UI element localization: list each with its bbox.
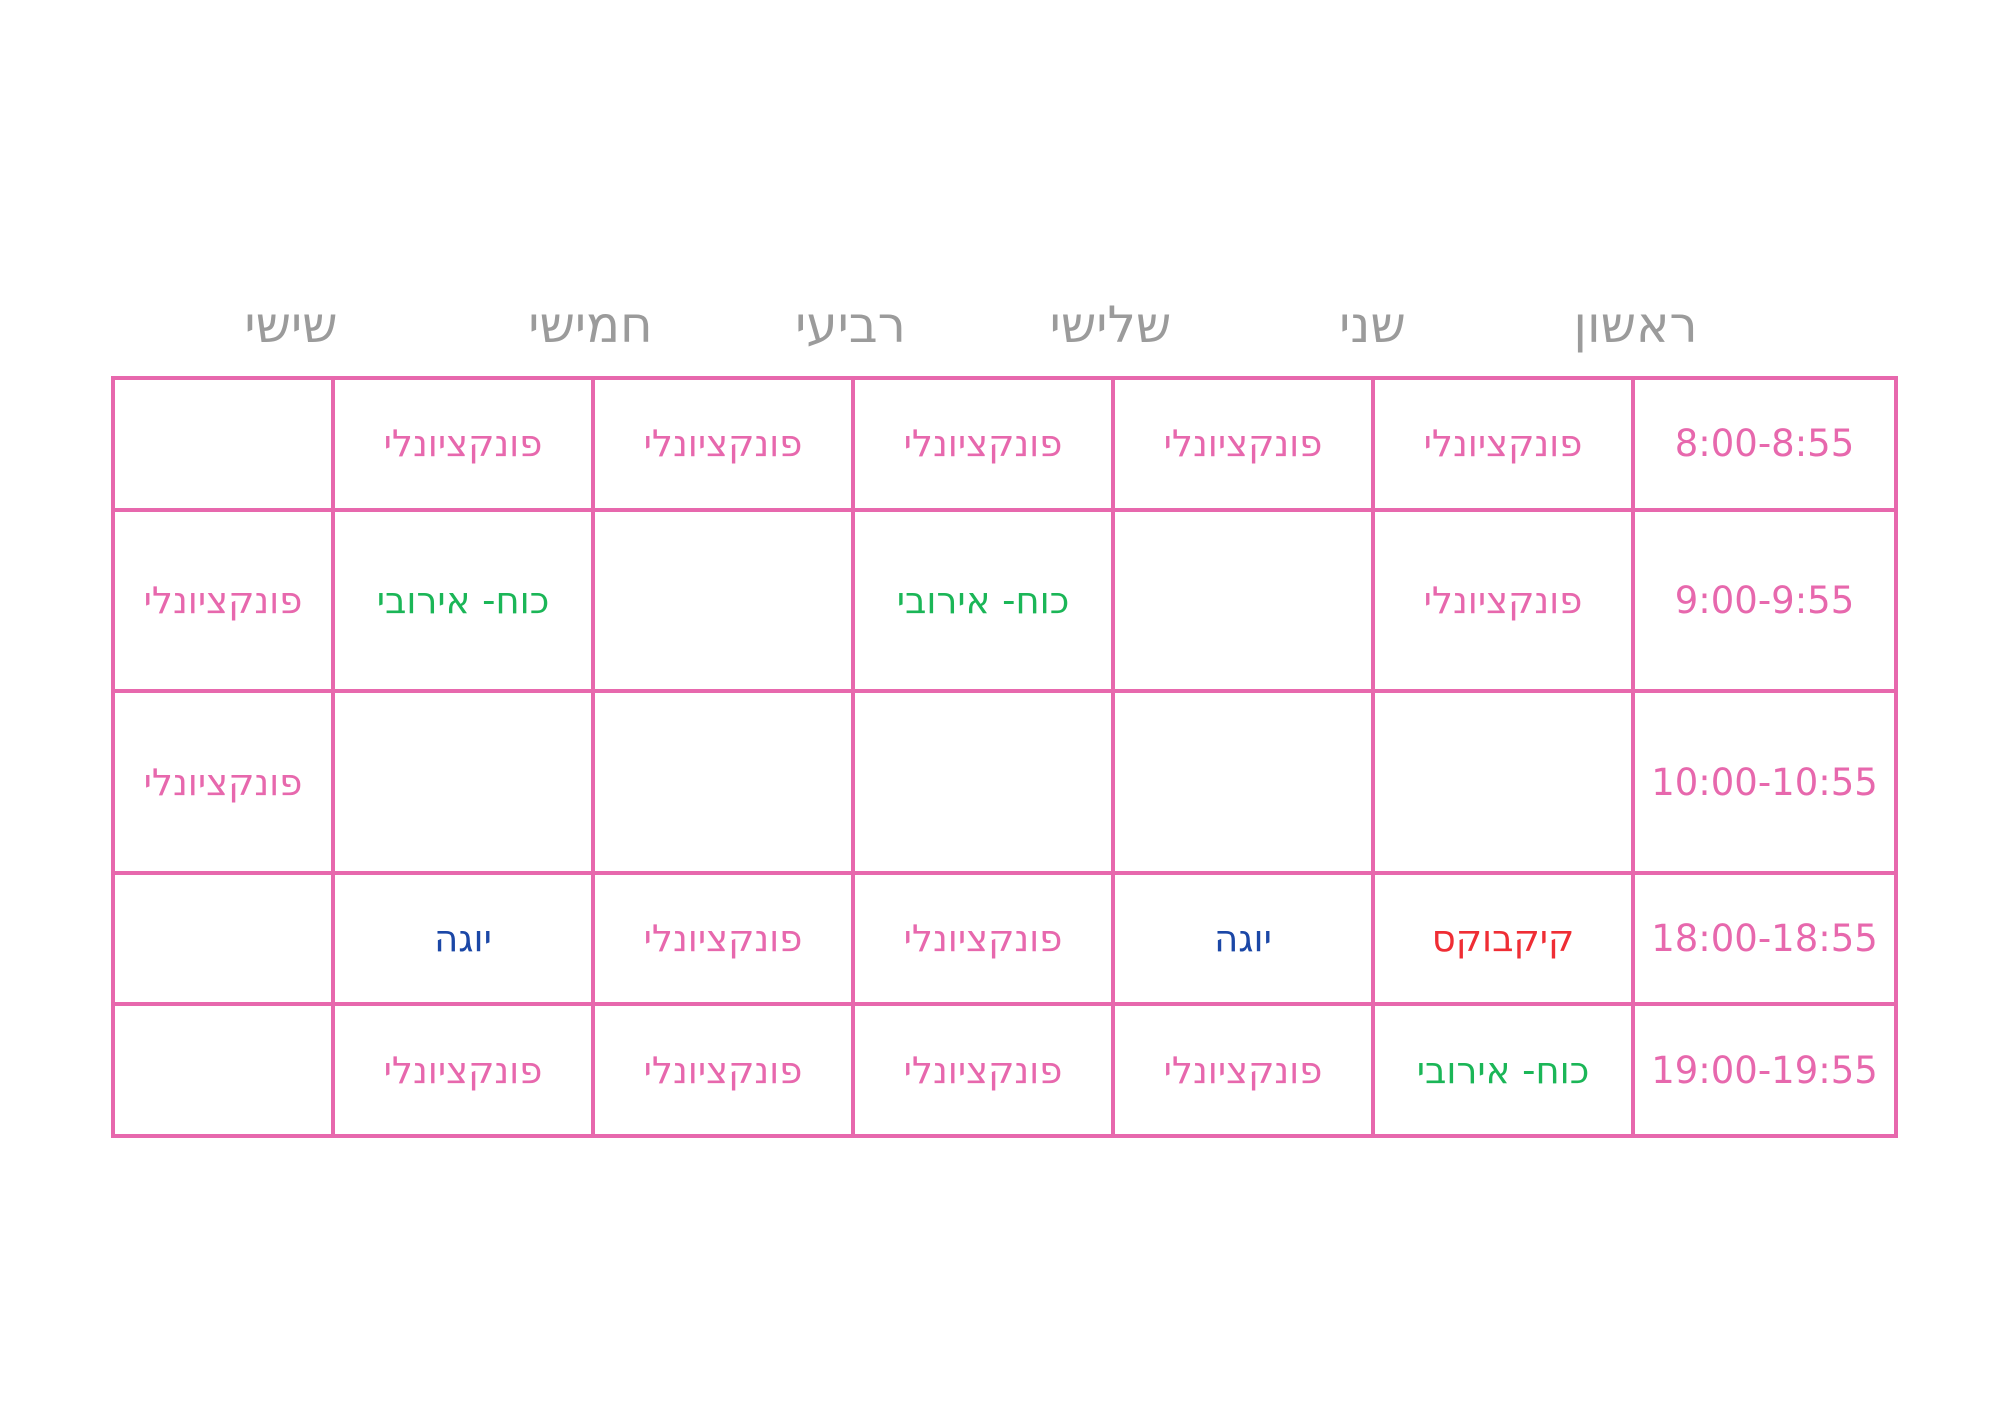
schedule-table xyxy=(111,376,1898,1138)
schedule-row xyxy=(113,510,1896,692)
class-cell-tuesday: פונקציונלי xyxy=(853,1004,1113,1136)
class-cell-monday xyxy=(1113,510,1373,692)
day-header-sunday: ראשון xyxy=(1573,296,1698,354)
class-cell-friday: פונקציונלי xyxy=(113,510,333,692)
day-headers xyxy=(111,285,1894,365)
class-cell-wednesday: פונקציונלי xyxy=(593,378,853,510)
class-cell-sunday xyxy=(1373,691,1633,873)
day-header-monday: שני xyxy=(1339,296,1406,354)
day-header-tuesday: שלישי xyxy=(1049,296,1172,354)
class-cell-monday: יוגה xyxy=(1113,873,1373,1005)
class-cell-thursday: פונקציונלי xyxy=(333,1004,593,1136)
class-cell-monday: פונקציונלי xyxy=(1113,378,1373,510)
class-cell-friday xyxy=(113,873,333,1005)
class-cell-sunday: קיקבוקס xyxy=(1373,873,1633,1005)
class-cell-tuesday xyxy=(853,691,1113,873)
class-cell-thursday xyxy=(333,691,593,873)
class-cell-tuesday: כוח- אירובי xyxy=(853,510,1113,692)
time-slot-label: 18:00-18:55 xyxy=(1633,873,1896,1005)
class-cell-friday xyxy=(113,1004,333,1136)
time-slot-label: 10:00-10:55 xyxy=(1633,691,1896,873)
day-header-wednesday: רביעי xyxy=(795,296,906,354)
class-cell-thursday: פונקציונלי xyxy=(333,378,593,510)
class-cell-tuesday: פונקציונלי xyxy=(853,378,1113,510)
class-cell-monday xyxy=(1113,691,1373,873)
class-cell-wednesday xyxy=(593,510,853,692)
class-cell-friday xyxy=(113,378,333,510)
time-slot-label: 9:00-9:55 xyxy=(1633,510,1896,692)
class-cell-monday: פונקציונלי xyxy=(1113,1004,1373,1136)
class-cell-sunday: כוח- אירובי xyxy=(1373,1004,1633,1136)
time-slot-label: 8:00-8:55 xyxy=(1633,378,1896,510)
schedule-row xyxy=(113,873,1896,1005)
class-cell-friday: פונקציונלי xyxy=(113,691,333,873)
class-cell-thursday: כוח- אירובי xyxy=(333,510,593,692)
day-header-thursday: חמישי xyxy=(528,296,653,354)
class-cell-thursday: יוגה xyxy=(333,873,593,1005)
time-slot-label: 19:00-19:55 xyxy=(1633,1004,1896,1136)
schedule-row xyxy=(113,1004,1896,1136)
schedule-row xyxy=(113,378,1896,510)
class-cell-wednesday: פונקציונלי xyxy=(593,1004,853,1136)
class-cell-wednesday: פונקציונלי xyxy=(593,873,853,1005)
class-cell-sunday: פונקציונלי xyxy=(1373,510,1633,692)
class-cell-tuesday: פונקציונלי xyxy=(853,873,1113,1005)
class-cell-sunday: פונקציונלי xyxy=(1373,378,1633,510)
schedule-row xyxy=(113,691,1896,873)
class-cell-wednesday xyxy=(593,691,853,873)
day-header-friday: שישי xyxy=(244,296,338,354)
